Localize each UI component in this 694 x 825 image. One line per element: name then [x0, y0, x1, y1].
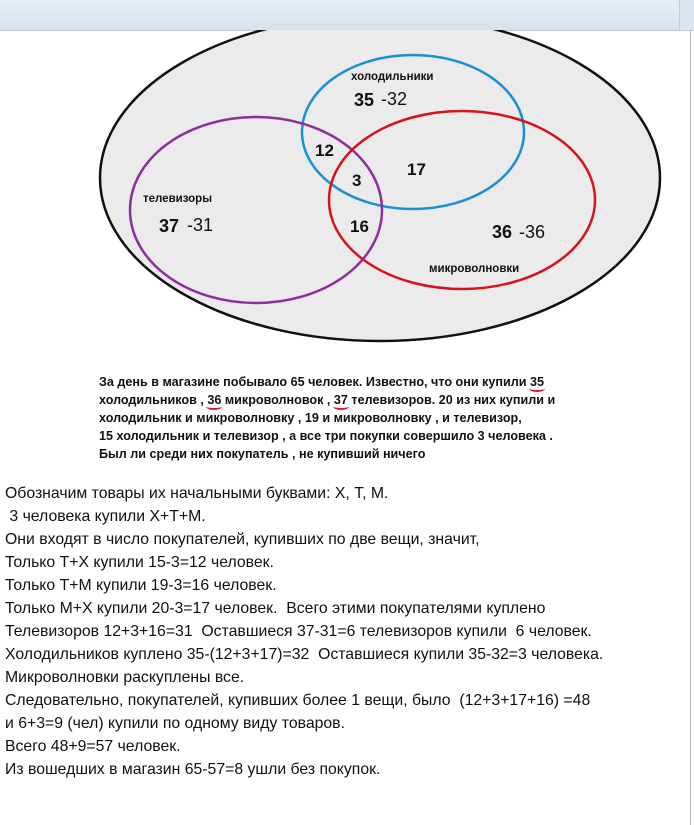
venn-diagram [0, 30, 694, 365]
problem-line: Был ли среди них покупатель , не купивший ничего [99, 447, 426, 461]
problem-text: За день в магазине побывало 65 человек. Известно, что они купили [99, 375, 530, 389]
solution-line: 3 человека купили Х+Т+М. [5, 508, 206, 525]
fridge-total-value: 35 [354, 90, 375, 110]
solution-line: Только М+Х купили 20-3=17 человек. Всего этими покупателями куплено [5, 600, 546, 617]
tv-subtracted-value: -31 [187, 215, 214, 235]
tvs-label: телевизоры [143, 193, 213, 205]
underlined-number: 37 [333, 393, 348, 407]
problem-line: 15 холодильник и телевизор , а все три покупки совершило 3 человека . [99, 429, 553, 443]
solution-line: Телевизоров 12+3+16=31 Оставшиеся 37-31=6 телевизоров купили 6 человек. [5, 623, 592, 640]
problem-line [99, 373, 659, 391]
fridge-micro-intersection-value: 17 [407, 160, 426, 179]
problem-text: холодильников , [99, 393, 208, 407]
underlined-number: 35 [529, 375, 544, 389]
problem-text: микроволновок , [221, 393, 334, 407]
problem-line: холодильник и микроволновку , 19 и микроволновку , и телевизор, [99, 411, 522, 425]
all-three-intersection-value: 3 [352, 171, 362, 190]
problem-statement [99, 373, 659, 463]
solution-text [5, 482, 693, 781]
solution-line: и 6+3=9 (чел) купили по одному виду товаров. [5, 715, 345, 732]
tv-total-value: 37 [159, 216, 180, 236]
window-top-bar [0, 0, 694, 31]
solution-line: Только Т+Х купили 15-3=12 человек. [5, 554, 274, 571]
problem-text: телевизоров. 20 из них купили и [347, 393, 556, 407]
fridges-label: холодильники [351, 71, 434, 83]
underlined-number: 36 [207, 393, 222, 407]
tv-micro-intersection-value: 16 [350, 217, 369, 236]
solution-line: Они входят в число покупателей, купивших по две вещи, значит, [5, 531, 480, 548]
micro-total-value: 36 [492, 222, 513, 242]
solution-line: Всего 48+9=57 человек. [5, 738, 181, 755]
micro-subtracted-value: -36 [519, 222, 546, 242]
solution-line: Следовательно, покупателей, купивших более 1 вещи, было (12+3+17+16) =48 [5, 692, 591, 709]
problem-line [99, 391, 659, 409]
tv-fridge-intersection-value: 12 [315, 141, 334, 160]
scrollbar-corner[interactable] [679, 0, 694, 30]
solution-line: Только Т+М купили 19-3=16 человек. [5, 577, 277, 594]
solution-line: Из вошедших в магазин 65-57=8 ушли без покупок. [5, 761, 381, 778]
solution-line: Холодильников куплено 35-(12+3+17)=32 Оставшиеся купили 35-32=3 человека. [5, 646, 604, 663]
solution-line: Микроволновки раскуплены все. [5, 669, 245, 686]
microwaves-label: микроволновки [429, 263, 520, 275]
fridge-subtracted-value: -32 [381, 89, 408, 109]
solution-line: Обозначим товары их начальными буквами: Х, Т, М. [5, 485, 389, 502]
